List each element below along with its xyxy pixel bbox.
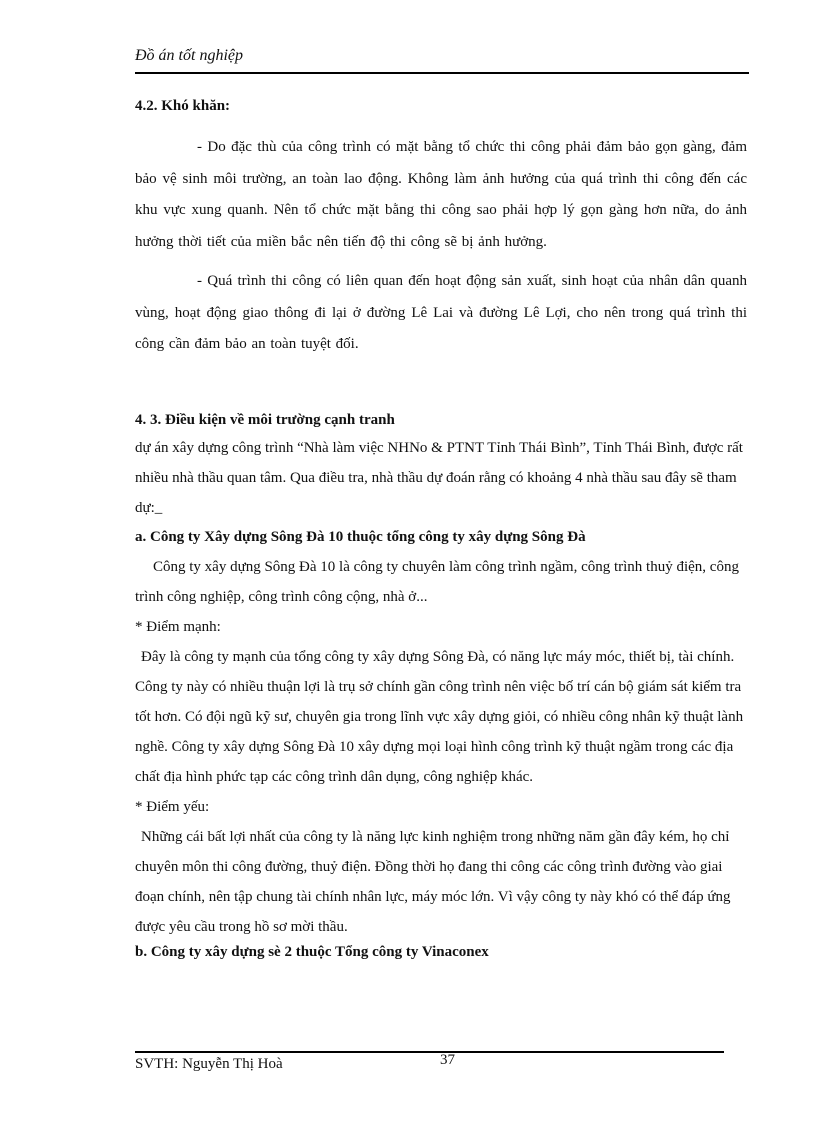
page-number: 37 (440, 1052, 455, 1068)
paragraph: - Quá trình thi công có liên quan đến hoạt động sản xuất, sinh hoạt của nhân dân quanh vùng, hoạt động giao thông đi lại ở đường Lê Lai và đường Lê Lợi, cho nên trong quá trình thi công cần đảm bảo an toàn tuyệt đối. (135, 273, 747, 352)
section-heading: 4. 3. Điều kiện về môi trường cạnh tranh (135, 412, 395, 428)
footer-divider (135, 1051, 724, 1053)
section-4-2 (135, 98, 747, 361)
section-4-3 (135, 412, 747, 961)
company-description: Công ty xây dựng Sông Đà 10 là công ty chuyên làm công trình ngầm, công trình thuỷ điện, công trình công nghiệp, công trình công cộng, nhà ở... (135, 559, 739, 605)
section-heading: 4.2. Khó khăn: (135, 98, 231, 114)
strength-paragraph: Đây là công ty mạnh của tổng công ty xây dựng Sông Đà, có năng lực máy móc, thiết bị, tài chính. Công ty này có nhiều thuận lợi là trụ sở chính gần công trình nên việc bố trí cán bộ giám sát kiểm tra tốt hơn. Có đội ngũ kỹ sư, chuyên gia trong lĩnh vực xây dựng giỏi, có nhiều công nhân kỹ thuật lành nghề. Công ty xây dựng Sông Đà 10 xây dựng mọi loại hình công trình kỹ thuật ngầm trong các địa chất địa hình phức tạp các công trình dân dụng, công nghiệp khác. (135, 649, 744, 785)
paragraph: - Do đặc thù của công trình có mặt bằng tổ chức thi công phải đảm bảo gọn gàng, đảm bảo vệ sinh môi trường, an toàn lao động. Không làm ảnh hưởng của quá trình thi công đến các khu vực xung quanh. Nên tổ chức mặt bằng thi công sao phải hợp lý gọn gàng hơn nữa, do ảnh hưởng thời tiết của miền bắc nên tiến độ thi công sẽ bị ảnh hưởng. (135, 139, 747, 250)
subsection-heading-a: a. Công ty Xây dựng Sông Đà 10 thuộc tổng công ty xây dựng Sông Đà (135, 529, 586, 545)
header-title: Đồ án tốt nghiệp (135, 47, 243, 64)
header-divider (135, 72, 749, 74)
footer-author: SVTH: Nguyễn Thị Hoà (135, 1056, 283, 1072)
weakness-label: * Điểm yếu: (135, 799, 210, 815)
weakness-paragraph: Những cái bất lợi nhất của công ty là năng lực kinh nghiệm trong những năm gần đây kém, họ chỉ chuyên môn thi công đường, thuỷ điện. Đồng thời họ đang thi công các công trình đường vào giai đoạn chính, nên tập chung tài chính nhân lực, máy móc lớn. Vì vậy công ty này khó có thể đáp ứng được yêu cầu trong hồ sơ mời thầu. (135, 829, 731, 935)
intro-paragraph: dự án xây dựng công trình “Nhà làm việc NHNo & PTNT Tỉnh Thái Bình”, Tỉnh Thái Bình, được rất nhiều nhà thầu quan tâm. Qua điều tra, nhà thầu dự đoán rằng có khoảng 4 nhà thầu sau đây sẽ tham dự:_ (135, 440, 743, 516)
strength-label: * Điểm mạnh: (135, 619, 221, 635)
subsection-heading-b: b. Công ty xây dựng sè 2 thuộc Tổng công ty Vinaconex (135, 944, 489, 960)
